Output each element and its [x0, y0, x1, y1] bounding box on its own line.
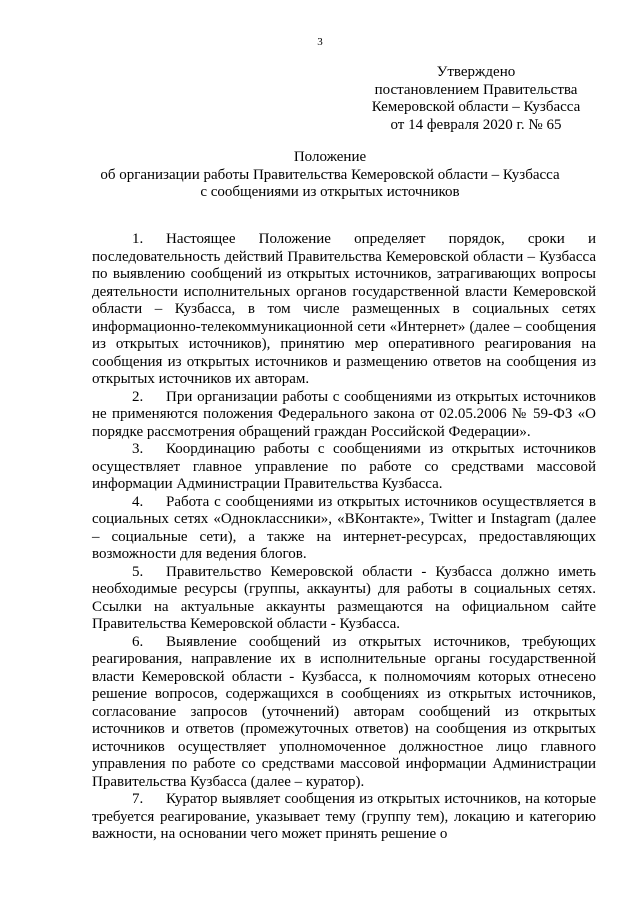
approval-date-line: от 14 февраля 2020 г. № 65 [390, 116, 562, 133]
paragraph-1 [92, 231, 596, 389]
paragraph-2 [92, 389, 596, 442]
paragraph-3 [92, 441, 596, 494]
paragraph-number: 7. [132, 791, 144, 807]
paragraph-number: 1. [132, 231, 144, 247]
approval-line: постановлением Правительства [374, 81, 578, 98]
document-body [92, 231, 596, 844]
paragraph-text: Куратор выявляет сообщения из открытых источников, на которые требуется реагирование, указывает тему (группу тем), локацию и категорию важности, на основании чего может принять решение о [92, 791, 596, 842]
paragraph-4 [92, 494, 596, 564]
approval-block [356, 64, 596, 134]
document-title [80, 149, 580, 202]
paragraph-text: Настоящее Положение определяет порядок, сроки и последовательность действий Правительства Кемеровской области – Кузбасса по выявлению сообщений из открытых источников, затрагивающих вопросы деятельности исполнительных органов государственной власти Кемеровской области – Кузбасса, в том числе размещенных в социальных сетях информационно-телекоммуникационной сети «Интернет» (далее – сообщения из открытых источников), принятию мер оперативного реагирования на сообщения из открытых источников и размещению ответов на сообщения из открытых источников их авторам. [92, 231, 596, 387]
paragraph-7 [92, 791, 596, 844]
title-line: об организации работы Правительства Кемеровской области – Кузбасса [100, 166, 560, 183]
paragraph-text: Работа с сообщениями из открытых источников осуществляется в социальных сетях «Одноклассники», «ВКонтакте», Twitter и Instagram (далее – социальные сети), а также на интернет-ресурсах, предоставляющих возможности для ведения блогов. [92, 493, 596, 562]
paragraph-text: Выявление сообщений из открытых источников, требующих реагирования, направление их в исполнительные органы государственной власти Кемеровской области - Кузбасса, к полномочиям которых отнесено решение вопросов, содержащихся в сообщениях из открытых источников, согласование запросов (уточнений) авторам сообщений из открытых источников и ответов (промежуточных ответов) на сообщения из открытых источников осуществляет уполномоченное должностное лицо главного управления по работе со средствами массовой информации Администрации Правительства Кузбасса (далее – куратор). [92, 633, 596, 790]
approval-line: Утверждено [436, 64, 516, 80]
paragraph-text: Правительство Кемеровской области - Кузбасса должно иметь необходимые ресурсы (группы, аккаунты) для работы в социальных сетях. Ссылки на актуальные аккаунты размещаются на официальном сайте Правительства Кемеровской области - Кузбасса. [92, 563, 596, 632]
paragraph-text: Координацию работы с сообщениями из открытых источников осуществляет главное управление по работе со средствами массовой информации Администрации Правительства Кузбасса. [92, 441, 596, 492]
title-line: Положение [293, 149, 367, 165]
paragraph-6 [92, 634, 596, 792]
paragraph-number: 5. [132, 563, 144, 580]
paragraph-text: При организации работы с сообщениями из открытых источников не применяются положения Федерального закона от 02.05.2006 № 59-ФЗ «О порядке рассмотрения обращений граждан Российской Федерации». [92, 388, 596, 440]
approval-line: Кемеровской области – Кузбасса [371, 99, 581, 115]
paragraph-number: 6. [132, 633, 144, 650]
paragraph-number: 3. [132, 441, 144, 457]
title-line: с сообщениями из открытых источников [200, 184, 460, 200]
page-number: 3 [317, 36, 323, 48]
paragraph-number: 4. [132, 493, 144, 510]
paragraph-5 [92, 564, 596, 634]
paragraph-number: 2. [132, 388, 144, 405]
